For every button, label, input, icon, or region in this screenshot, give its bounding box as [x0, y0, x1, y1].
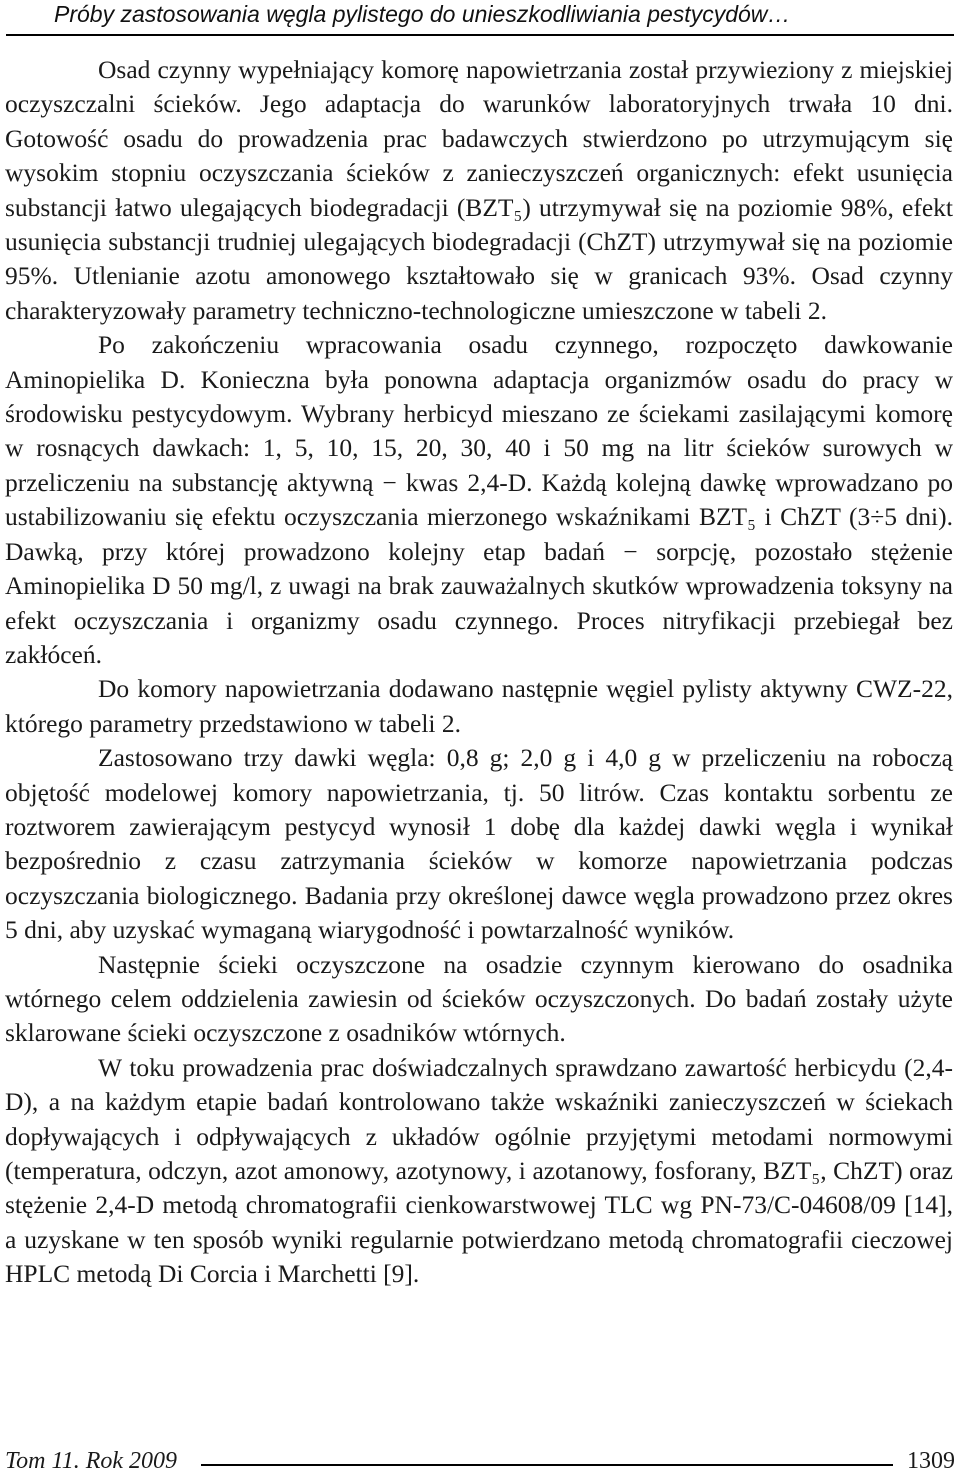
footer-volume: Tom 11. Rok 2009	[5, 1448, 178, 1474]
paragraph-5: Następnie ścieki oczyszczone na osadzie czynnym kierowano do osadnika wtórnego celem oddzielenia zawiesin od ścieków oczyszczonych. Do badań zostały użyte sklarowane ścieki oczyszczone z osadników wtórnych.	[5, 949, 953, 1048]
page-number: 1309	[907, 1448, 955, 1474]
header-title: Próby zastosowania węgla pylistego do unieszkodliwiania pestycydów…	[54, 1, 791, 27]
paragraph-4: Zastosowano trzy dawki węgla: 0,8 g; 2,0 g i 4,0 g w przeliczeniu na roboczą objętość modelowej komory napowietrzania, tj. 50 litrów. Czas kontaktu sorbentu ze roztworem zawierającym pestycyd wynosił 1 dobę dla każdej dawki węgla i wynikał bezpośrednio z czasu zatrzymania ścieków w komorze napowietrzania podczas oczyszczania biologicznego. Badania przy określonej dawce węgla prowadzono przez okres 5 dni, aby uzyskać wymaganą wiarygodność i powtarzalność wyników.	[5, 743, 953, 945]
footer-rule	[201, 1464, 893, 1466]
page-footer	[5, 1448, 955, 1476]
paragraph-1: Osad czynny wypełniający komorę napowietrzania został przywieziony z miejskiej oczyszczalni ścieków. Jego adaptacja do warunków laboratoryjnych trwała 10 dni. Gotowość osadu do prowadzenia prac badawczych stwierdzono po utrzymującym się wysokim stopniu oczyszczania ścieków z zanieczyszczeń organicznych: efekt usunięcia substancji łatwo ulegających biodegradacji (BZT₅) utrzymywał się na poziomie 98%, efekt usunięcia substancji trudniej ulegających biodegradacji (ChZT) utrzymywał się na poziomie 95%. Utlenianie azotu amonowego kształtowało się w granicach 93%. Osad czynny charakteryzowały parametry techniczno-technologiczne umieszczone w tabeli 2.	[5, 55, 953, 325]
paragraph-2: Po zakończeniu wpracowania osadu czynnego, rozpoczęto dawkowanie Aminopielika D. Konieczna była ponowna adaptacja organizmów osadu do pracy w środowisku pestycydowym. Wybrany herbicyd mieszano ze ściekami zasilającymi komorę w rosnących dawkach: 1, 5, 10, 15, 20, 30, 40 i 50 mg na litr ścieków surowych w przeliczeniu na substancję aktywną − kwas 2,4-D. Każdą kolejną dawkę wprowadzano po ustabilizowaniu się efektu oczyszczania mierzonego wskaźnikami BZT₅ i ChZT (3÷5 dni). Dawką, przy której prowadzono kolejny etap badań − sorpcję, pozostało stężenie Aminopielika D 50 mg/l, z uwagi na brak zauważalnych skutków wprowadzenia toksyny na efekt oczyszczania i organizmy osadu czynnego. Proces nitryfikacji przebiegał bez zakłóceń.	[5, 330, 953, 669]
running-header	[6, 0, 954, 36]
paragraph-3: Do komory napowietrzania dodawano następnie węgiel pylisty aktywny CWZ-22, którego parametry przedstawiono w tabeli 2.	[5, 674, 953, 738]
paragraph-6: W toku prowadzenia prac doświadczalnych sprawdzano zawartość herbicydu (2,4-D), a na każdym etapie badań kontrolowano także wskaźniki zanieczyszczeń w ściekach dopływających i odpływających z układów ogólnie przyjętymi metodami normowymi (temperatura, odczyn, azot amonowy, azotynowy, i azotanowy, fosforany, BZT₅, ChZT) oraz stężenie 2,4-D metodą chromatografii cienkowarstwowej TLC wg PN-73/C-04608/09 [14], a uzyskane w ten sposób wyniki regularnie potwierdzano metodą chromatografii cieczowej HPLC metodą Di Corcia i Marchetti [9].	[5, 1052, 953, 1289]
article-body	[5, 53, 953, 1292]
